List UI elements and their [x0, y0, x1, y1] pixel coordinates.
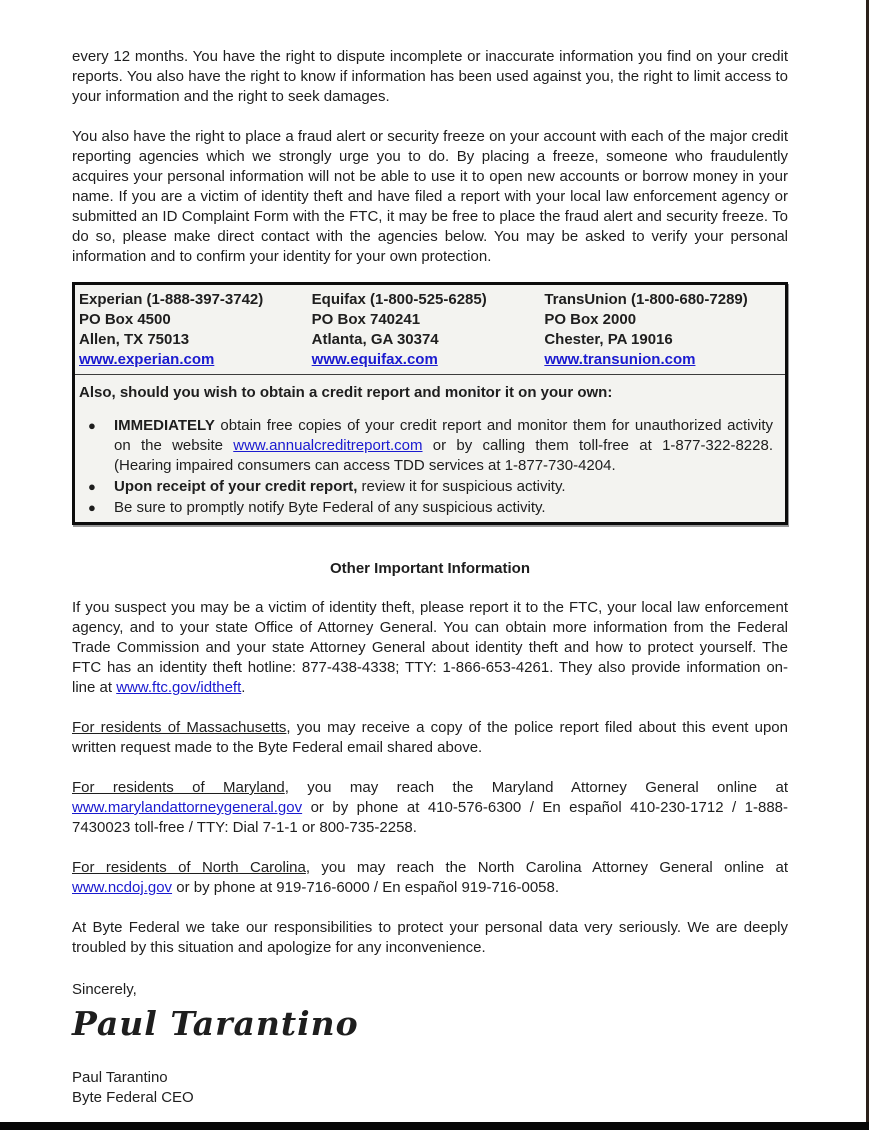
bullet-body: obtain free copies of your credit report and monitor them for unauthorized activity on the website	[114, 417, 773, 454]
north-carolina-text-after: or by phone at 919-716-6000 / En español 919-716-0058.	[172, 879, 560, 896]
agency-experian	[79, 290, 312, 370]
annualcreditreport-link[interactable]: www.annualcreditreport.com	[233, 437, 423, 454]
bullet-text: Be sure to promptly notify Byte Federal of any suspicious activity.	[114, 499, 546, 516]
north-carolina-text: , you may reach the North Carolina Attorney General online at	[305, 859, 788, 876]
bullet-body: or by calling them toll-free at 1-877-322-8228. (Hearing impaired consumers can access TDD services at 1-877-730-4204.	[114, 437, 773, 474]
bullet-upon-receipt	[79, 477, 777, 497]
bullet-notify-byte-federal	[79, 498, 777, 518]
maryland-ag-link[interactable]: www.marylandattorneygeneral.gov	[72, 799, 303, 816]
credit-monitoring-section	[75, 375, 785, 522]
transunion-link[interactable]: www.transunion.com	[544, 351, 696, 368]
experian-link[interactable]: www.experian.com	[79, 351, 215, 368]
paragraph-ftc-reporting	[72, 598, 788, 698]
bullet-bold-lead: IMMEDIATELY	[114, 417, 215, 434]
paragraph-closing-apology: At Byte Federal we take our responsibilities to protect your personal data very seriously. We are deeply troubled by this situation and apologize for any inconvenience.	[72, 919, 788, 956]
signer-title: Byte Federal CEO	[72, 1089, 194, 1106]
bullet-icon: ●	[88, 500, 96, 515]
agency-name-phone: Experian (1-888-397-3742)	[79, 291, 264, 308]
credit-agency-box	[72, 282, 788, 525]
maryland-lead: For residents of Maryland	[72, 779, 285, 796]
bullet-text	[114, 477, 777, 497]
agency-city: Atlanta, GA 30374	[311, 331, 439, 348]
agency-transunion	[544, 290, 777, 370]
agency-po-box: PO Box 2000	[544, 311, 637, 328]
paragraph-fraud-alert-freeze: You also have the right to place a fraud alert or security freeze on your account with each of the major credit reporting agencies which we strongly urge you to do. By placing a freeze, someone who fraudulently acquires your personal information will not be able to use it to open new accounts or borrow money in your name. If you are a victim of identity theft and have filed a report with your local law enforcement agency or submitted an ID Complaint Form with the FTC, it may be free to place the fraud alert and security freeze. To do so, please make direct contact with the agencies below. You may be asked to verify your personal information and to confirm your identity for your own protection.	[72, 128, 788, 265]
paragraph-maryland	[72, 778, 788, 838]
equifax-link[interactable]: www.equifax.com	[311, 351, 438, 368]
paragraph-north-carolina	[72, 858, 788, 898]
other-important-information-heading: Other Important Information	[330, 560, 530, 577]
agency-city: Allen, TX 75013	[79, 331, 190, 348]
signature-block	[72, 1068, 788, 1108]
agency-name-phone: TransUnion (1-800-680-7289)	[544, 291, 748, 308]
agency-po-box: PO Box 740241	[311, 311, 421, 328]
bullet-body: review it for suspicious activity.	[357, 478, 566, 495]
agency-columns	[75, 285, 785, 375]
paragraph-credit-report-rights: every 12 months. You have the right to dispute incomplete or inaccurate information you find on your credit reports. You also have the right to know if information has been used against you, the right to limit access to your information and the right to seek damages.	[72, 48, 788, 105]
also-heading: Also, should you wish to obtain a credit report and monitor it on your own:	[79, 384, 613, 401]
massachusetts-text: , you may receive a copy of the police report filed about this event upon written request made to the Byte Federal email shared above.	[72, 719, 788, 756]
ftc-idtheft-link[interactable]: www.ftc.gov/idtheft	[116, 679, 242, 696]
handwritten-signature: Paul Tarantino	[72, 1004, 359, 1043]
page-scan-bottom-edge	[0, 1122, 869, 1130]
ncdoj-link[interactable]: www.ncdoj.gov	[72, 879, 173, 896]
paragraph-massachusetts	[72, 718, 788, 758]
ftc-text: If you suspect you may be a victim of identity theft, please report it to the FTC, your local law enforcement agency, and to your state Office of Attorney General. You can obtain more information from the Federal Trade Commission and your state Attorney General about identity theft and how to protect yourself. The FTC has an identity theft hotline: 877-438-4338; TTY: 1-866-653-4261. They also provide information on-line at	[72, 599, 788, 696]
agency-city: Chester, PA 19016	[544, 331, 673, 348]
bullet-immediately	[79, 416, 777, 476]
agency-equifax	[312, 290, 545, 370]
maryland-text-after: or by phone at 410-576-6300 / En español 410-230-1712 / 1-888-7430023 toll-free / TTY: Dial 7-1-1 or 800-735-2258.	[72, 799, 788, 836]
agency-name-phone: Equifax (1-800-525-6285)	[311, 291, 487, 308]
maryland-text: , you may reach the Maryland Attorney General online at	[284, 779, 788, 796]
agency-po-box: PO Box 4500	[79, 311, 171, 328]
salutation: Sincerely,	[72, 981, 137, 998]
letter-page	[72, 47, 788, 1108]
signer-name: Paul Tarantino	[72, 1069, 168, 1086]
bullet-bold-lead: Upon receipt of your credit report,	[114, 478, 358, 495]
massachusetts-lead: For residents of Massachusetts	[72, 719, 287, 736]
bullet-icon: ●	[88, 418, 96, 433]
bullet-icon: ●	[88, 479, 96, 494]
bullet-text	[114, 416, 777, 476]
north-carolina-lead: For residents of North Carolina	[72, 859, 306, 876]
ftc-after: .	[241, 679, 246, 696]
